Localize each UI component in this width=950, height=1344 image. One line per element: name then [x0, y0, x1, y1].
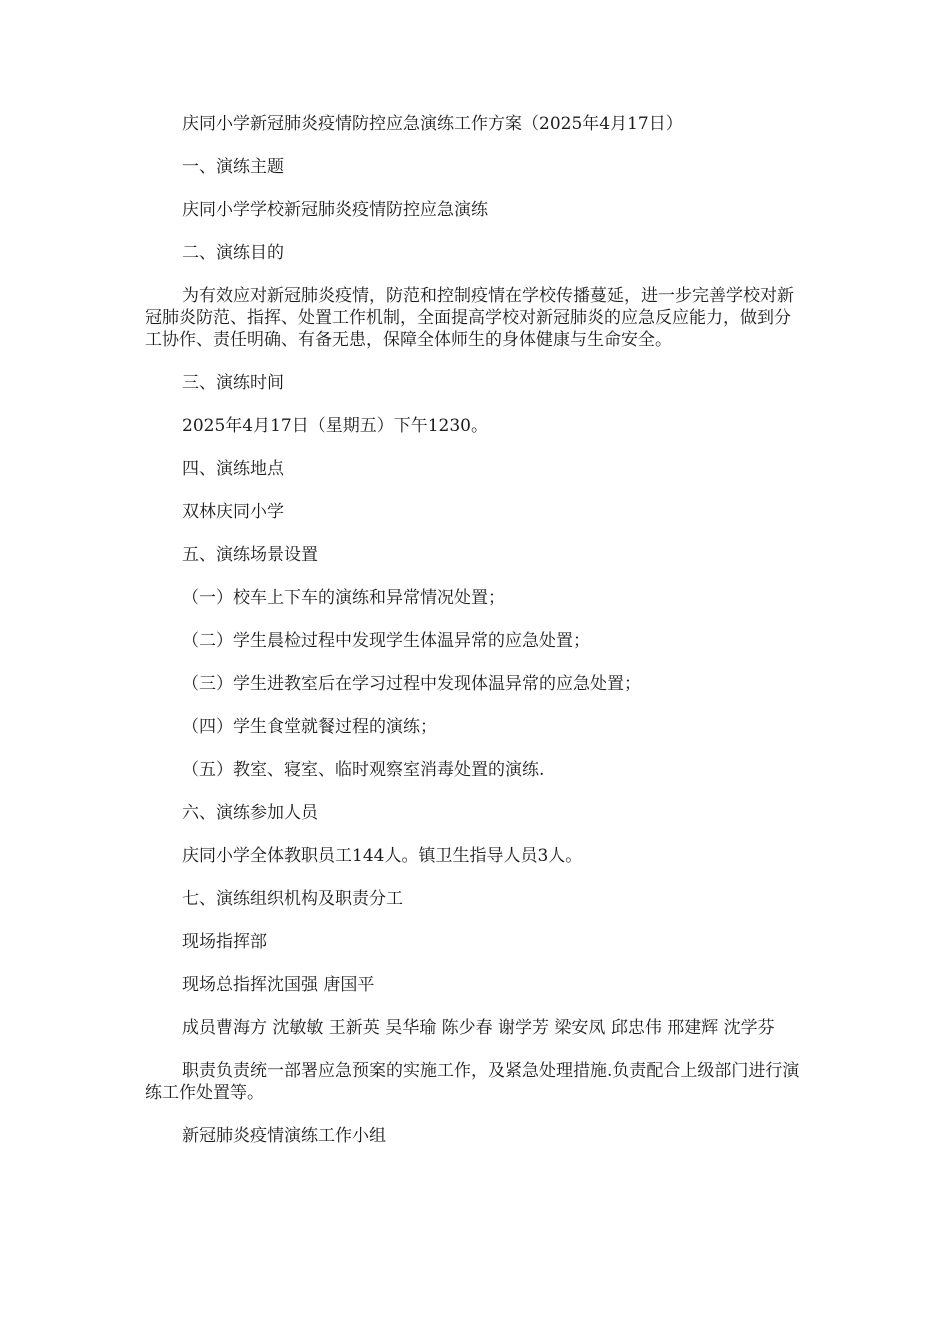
section-heading-theme: 一、演练主题: [182, 157, 284, 177]
list-item-scenario-3: （三）学生进教室后在学习过程中发现体温异常的应急处置；: [182, 674, 641, 694]
paragraph-theme: 庆同小学学校新冠肺炎疫情防控应急演练: [182, 200, 488, 220]
section-heading-organization: 七、演练组织机构及职责分工: [182, 889, 403, 909]
paragraph-location: 双林庆同小学: [182, 502, 284, 522]
list-item-scenario-4: （四）学生食堂就餐过程的演练；: [182, 717, 437, 737]
section-heading-purpose: 二、演练目的: [182, 243, 284, 263]
section-heading-scenarios: 五、演练场景设置: [182, 545, 318, 565]
section-heading-time: 三、演练时间: [182, 373, 284, 393]
paragraph-members: 成员曹海方 沈敏敏 王新英 吴华瑜 陈少春 谢学芳 梁安凤 邱忠伟 邢建辉 沈学芬: [182, 1018, 775, 1038]
paragraph-duties: 职责负责统一部署应急预案的实施工作，及紧急处理措施.负责配合上级部门进行演练工作处置等。: [145, 1061, 800, 1103]
subheading-command: 现场指挥部: [182, 932, 267, 952]
document-title: 庆同小学新冠肺炎疫情防控应急演练工作方案（2025年4月17日）: [182, 114, 683, 134]
paragraph-participants: 庆同小学全体教职员工144人。镇卫生指导人员3人。: [182, 846, 583, 866]
paragraph-purpose: 为有效应对新冠肺炎疫情，防范和控制疫情在学校传播蔓延，进一步完善学校对新冠肺炎防范、指挥、处置工作机制，全面提高学校对新冠肺炎的应急反应能力，做到分工协作、责任明确、有备无患，保障全体师生的身体健康与生命安全。: [145, 286, 794, 350]
paragraph-commander: 现场总指挥沈国强 唐国平: [182, 975, 375, 995]
document-body: [145, 113, 805, 1168]
list-item-scenario-5: （五）教室、寝室、临时观察室消毒处置的演练.: [182, 760, 545, 780]
section-heading-participants: 六、演练参加人员: [182, 803, 318, 823]
section-heading-location: 四、演练地点: [182, 459, 284, 479]
paragraph-time: 2025年4月17日（星期五）下午1230。: [182, 416, 488, 436]
subheading-working-group: 新冠肺炎疫情演练工作小组: [182, 1126, 386, 1146]
list-item-scenario-1: （一）校车上下车的演练和异常情况处置；: [182, 588, 505, 608]
list-item-scenario-2: （二）学生晨检过程中发现学生体温异常的应急处置；: [182, 631, 590, 651]
